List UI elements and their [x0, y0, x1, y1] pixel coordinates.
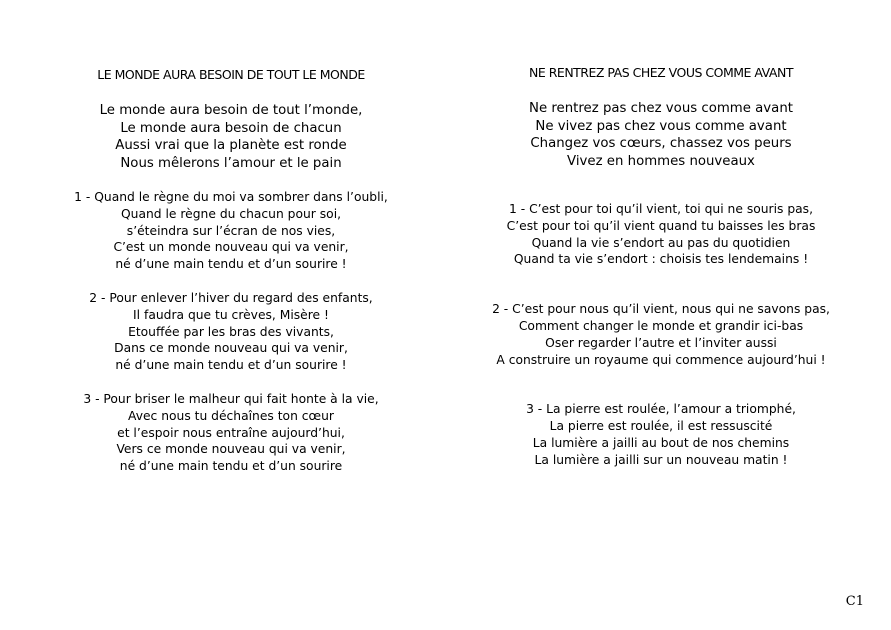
verse-line: Comment changer le monde et grandir ici-bas: [518, 318, 804, 333]
verse-line: C’est un monde nouveau qui va venir,: [113, 240, 349, 255]
refrain-line: Nous mêlerons l’amour et le pain: [120, 155, 342, 171]
refrain-line: Ne vivez pas chez vous comme avant: [535, 118, 787, 134]
verse-line: et l’espoir nous entraîne aujourd’hui,: [117, 425, 345, 440]
verse-line: 3 - La pierre est roulée, l’amour a triomphé,: [526, 402, 796, 417]
page-number: C1: [845, 594, 864, 609]
verse-line: A construire un royaume qui commence aujourd’hui !: [496, 352, 826, 367]
verse-line: Vers ce monde nouveau qui va venir,: [116, 442, 346, 457]
verse-line: s’éteindra sur l’écran de nos vies,: [126, 223, 336, 238]
refrain-line: Ne rentrez pas chez vous comme avant: [529, 101, 793, 116]
song-right: [478, 64, 844, 469]
verse-line: Quand le règne du chacun pour soi,: [120, 206, 342, 221]
verse-line: 2 - C’est pour nous qu’il vient, nous qui ne savons pas,: [492, 302, 830, 317]
verse-1: [478, 201, 844, 268]
verse-line: La lumière a jailli au bout de nos chemins: [532, 435, 790, 450]
song-title: LE MONDE AURA BESOIN DE TOUT LE MONDE: [97, 67, 365, 82]
verse-line: né d’une main tendu et d’un sourire !: [115, 257, 347, 272]
verse-line: Dans ce monde nouveau qui va venir,: [114, 341, 348, 356]
verse-line: Avec nous tu déchaînes ton cœur: [128, 408, 334, 423]
verse-line: Quand ta vie s’endort : choisis tes lendemains !: [513, 252, 809, 267]
verse-line: 1 - C’est pour toi qu’il vient, toi qui ne souris pas,: [508, 202, 813, 216]
verse-2: [48, 290, 414, 374]
verse-line: né d’une main tendu et d’un sourire: [119, 459, 343, 474]
verse-line: C’est pour toi qu’il vient quand tu baisses les bras: [506, 218, 816, 233]
refrain-line: Aussi vrai que la planète est ronde: [115, 138, 347, 153]
verse-3: [478, 401, 844, 468]
verse-line: né d’une main tendu et d’un sourire !: [115, 358, 347, 373]
verse-line: La lumière a jailli sur un nouveau matin !: [534, 452, 788, 467]
refrain-line: Le monde aura besoin de tout l’monde,: [99, 103, 363, 118]
verse-line: La pierre est roulée, il est ressuscité: [549, 419, 773, 434]
verse-line: Il faudra que tu crèves, Misère !: [133, 307, 329, 322]
verse-line: Oser regarder l’autre et l’inviter aussi: [545, 335, 777, 350]
verse-line: Quand la vie s’endort au pas du quotidien: [531, 235, 791, 250]
verse-2: [478, 301, 844, 368]
refrain-line: Vivez en hommes nouveaux: [567, 153, 755, 169]
refrain-line: Le monde aura besoin de chacun: [120, 120, 342, 136]
verse-3: [48, 391, 414, 475]
verse-line: 3 - Pour briser le malheur qui fait honte à la vie,: [83, 391, 379, 406]
refrain: [478, 100, 844, 170]
verse-1: [48, 189, 414, 273]
verse-line: 1 - Quand le règne du moi va sombrer dans l’oubli,: [74, 190, 388, 204]
refrain: [48, 102, 414, 172]
song-left: [48, 66, 414, 475]
verse-line: Etouffée par les bras des vivants,: [128, 324, 334, 339]
refrain-line: Changez vos cœurs, chassez vos peurs: [530, 136, 792, 151]
verse-line: 2 - Pour enlever l’hiver du regard des enfants,: [89, 290, 373, 305]
song-title: NE RENTREZ PAS CHEZ VOUS COMME AVANT: [529, 65, 793, 80]
